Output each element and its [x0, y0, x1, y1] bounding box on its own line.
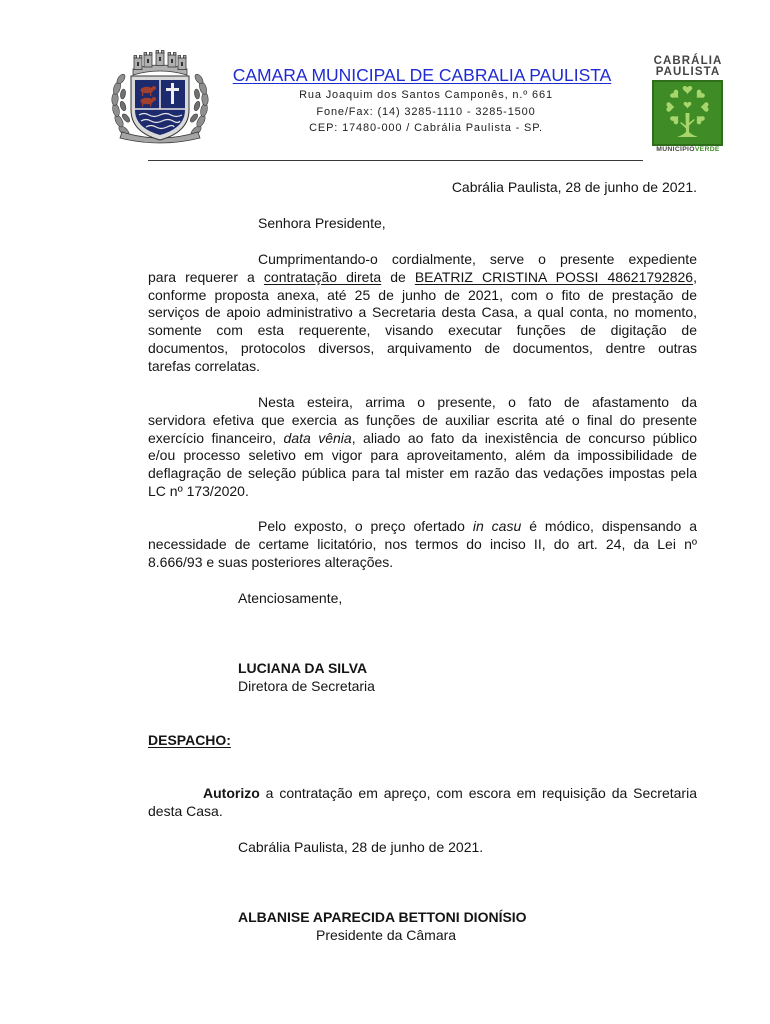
logo-tagline-primary: MUNICÍPIO [656, 146, 695, 153]
logo-wordmark [646, 56, 730, 78]
text-segment: a contratação em apreço, com escora em requisição da Secretaria [259, 785, 697, 801]
text-segment: , [693, 268, 697, 285]
address-street: Rua Joaquim dos Santos Camponês, n.º 661 [299, 89, 553, 101]
address-postal: CEP: 17480-000 / Cabrália Paulista - SP. [309, 122, 543, 134]
latin-expression: in casu [472, 518, 522, 534]
text-segment: é módico, dispensando a [521, 518, 697, 534]
dispatch-body [148, 785, 697, 821]
text-segment: , aliado ao fato da inexistência de concurso público [351, 429, 697, 446]
paragraph-line: e/ou processo seletivo em vigor para aproveitamento, além da impossibilidade de [148, 447, 697, 464]
president-name: ALBANISE APARECIDA BETTONI DIONÍSIO [238, 909, 527, 925]
contractor-name: BEATRIZ CRISTINA POSSI 48621792826 [414, 268, 694, 285]
paragraph-line: deflagração de seleção pública para tal mister em razão das vedações impostas pela [148, 465, 697, 482]
logo-tagline-secondary: VERDE [694, 146, 720, 153]
text-segment: para requerer a [148, 268, 264, 285]
heart-tree-icon [652, 80, 723, 146]
chamber-title: CAMARA MUNICIPAL DE CABRALIA PAULISTA [232, 65, 612, 85]
closing: Atenciosamente, [238, 590, 343, 606]
logo-name-line-2: PAULISTA [655, 66, 721, 78]
paragraph-line: LC nº 173/2020. [148, 482, 249, 499]
paragraph-line: serviços de apoio administrativo a Secretaria desta Casa, a qual conta, no momento, [148, 304, 697, 321]
signatory-name: LUCIANA DA SILVA [238, 660, 368, 676]
paragraph-line: desta Casa. [148, 802, 223, 819]
coat-of-arms-icon [106, 48, 214, 144]
latin-expression: data vênia [283, 429, 352, 446]
paragraph-line: tarefas correlatas. [148, 357, 261, 374]
paragraph-line: documentos, protocolos diversos, arquivamento de documentos, dentre outras [148, 339, 697, 356]
contract-type: contratação direta [263, 268, 382, 285]
paragraph-line: necessidade de certame licitatório, nos termos do inciso II, do art. 24, da Lei nº [148, 535, 697, 552]
logo-tagline [640, 146, 736, 154]
text-segment: exercício financeiro, [148, 429, 284, 446]
paragraph-line: somente com esta requerente, visando executar funções de digitação de [148, 322, 697, 339]
address-phone: Fone/Fax: (14) 3285-1110 - 3285-1500 [316, 105, 536, 118]
paragraph-1 [148, 251, 697, 376]
address-block [286, 87, 566, 137]
text-segment: de [381, 268, 415, 285]
paragraph-line [148, 518, 697, 536]
text-segment: Pelo exposto, o preço ofertado [258, 518, 473, 534]
paragraph-line: conforme proposta anexa, até 25 de junho de 2021, com o fito de prestação de [148, 286, 697, 303]
signatory-title: Diretora de Secretaria [238, 678, 375, 694]
logo-name-line-1: CABRÁLIA [653, 55, 723, 67]
letter-date: Cabrália Paulista, 28 de junho de 2021. [451, 179, 697, 195]
paragraph-line: Cumprimentando-o cordialmente, serve o presente expediente [258, 251, 697, 267]
dispatch-date: Cabrália Paulista, 28 de junho de 2021. [238, 839, 484, 855]
header-divider [148, 160, 643, 161]
authorization-word: Autorizo [203, 785, 260, 801]
salutation: Senhora Presidente, [258, 215, 386, 231]
paragraph-line: servidora efetiva que exercia as funções de auxiliar escrita até o final do presente [148, 411, 697, 428]
paragraph-line [148, 269, 697, 287]
president-title: Presidente da Câmara [316, 927, 457, 943]
paragraph-line: Nesta esteira, arrima o presente, o fato de afastamento da [258, 394, 697, 410]
paragraph-line: 8.666/93 e suas posteriores alterações. [148, 553, 394, 570]
paragraph-2 [148, 394, 697, 501]
paragraph-line [148, 430, 697, 448]
paragraph-line [148, 785, 697, 803]
dispatch-heading: DESPACHO: [148, 732, 231, 748]
paragraph-3 [148, 518, 697, 571]
